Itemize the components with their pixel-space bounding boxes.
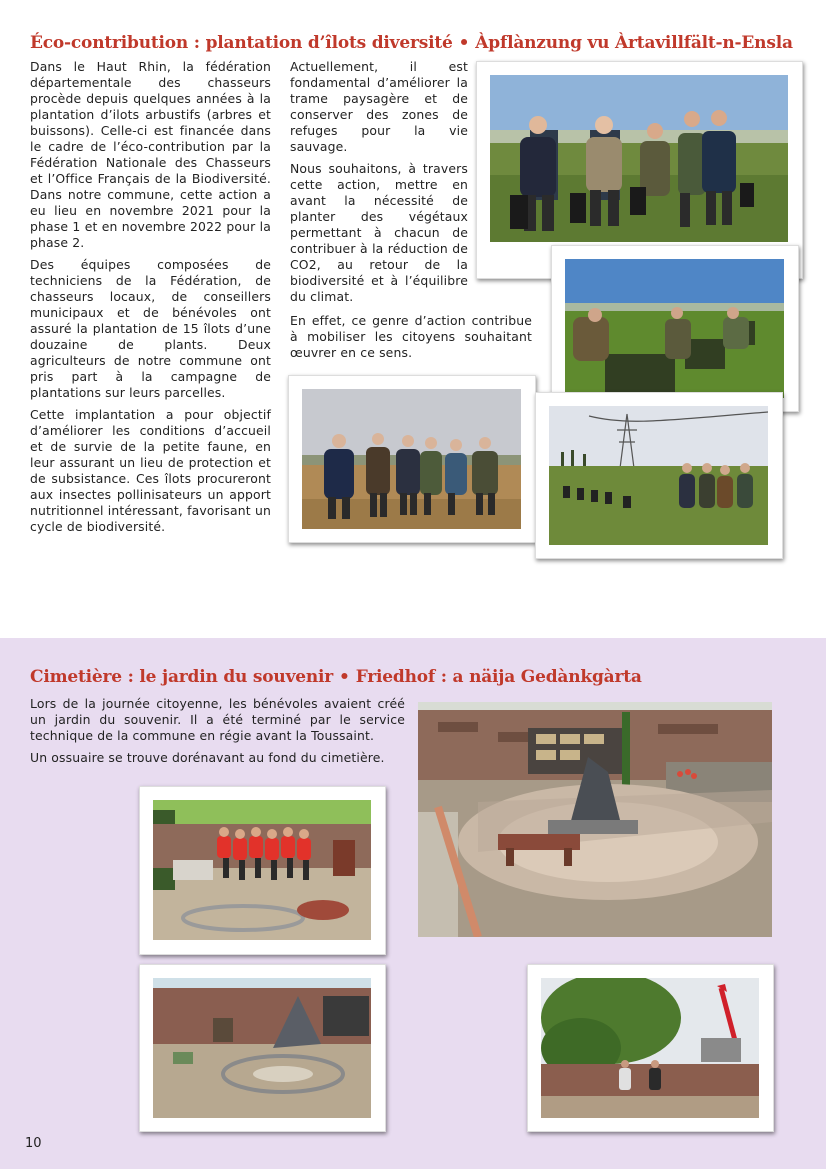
paragraph: Des équipes composées de techniciens de la Fédération, de chasseurs locaux, de conseillers municipaux et de bénévoles ont assuré la plantation de 15 îlots d’une douzaine de plants. Deux agriculteurs de notre commune ont pris part à la campagne de plantations sur leurs parcelles. — [30, 257, 271, 400]
column-middle — [290, 59, 468, 311]
paragraph: Dans le Haut Rhin, la fédération départementale des chasseurs procède depuis quelques années à la plantation d’ilots arbustifs (arbres et buissons). Celle-ci est financée dans le cadre de l’éco-contribution par la Fédération Nationale des Chasseurs et l’Office Français de la Biodiversité. Dans notre commune, cette action a eu lieu en novembre 2021 pour la phase 1 et en novembre 2022 pour la phase 2. — [30, 59, 271, 250]
section-title-cimetiere — [30, 667, 642, 687]
photo-field-pylon — [535, 392, 783, 559]
title-alsatian: Àpflànzung vu Àrtavillfält-n-Ensla — [475, 33, 793, 53]
cimetiere-text — [30, 696, 405, 772]
title-alsatian: Friedhof : a näija Gedànkgàrta — [355, 667, 642, 687]
photo-crane-workers — [527, 964, 774, 1132]
photo-ossuary-construction — [139, 964, 386, 1132]
title-separator: • — [339, 667, 350, 687]
paragraph: Lors de la journée citoyenne, les bénévoles avaient créé un jardin du souvenir. Il a été terminé par le service technique de la commune en régie avant la Toussaint. — [30, 696, 405, 743]
paragraph: Actuellement, il est fondamental d’améliorer la trame paysagère et de conserver des zones de refuges pour la vie sauvage. — [290, 59, 468, 154]
column-left — [30, 59, 271, 541]
paragraph: Nous souhaitons, à travers cette action, mettre en avant la nécessité de planter des végétaux permettant à chacun de contribuer à la réduction de CO2, au retour de la biodiversité et à l’équilibre du climat. — [290, 161, 468, 304]
photo-planting — [551, 245, 799, 412]
photo-memorial-garden — [418, 702, 772, 937]
photo-volunteers-red — [139, 786, 386, 955]
paragraph: Cette implantation a pour objectif d’améliorer les conditions d’accueil et de survie de la petite faune, en leur assurant un lieu de protection et de subsistance. Ces îlots procureront aux insectes pollinisateurs un apport nutritionnel intéressant, favorisant un cycle de biodiversité. — [30, 407, 271, 534]
section-title-eco-contribution — [30, 33, 793, 53]
page-number: 10 — [25, 1136, 42, 1151]
photo-team-group — [288, 375, 536, 543]
paragraph: En effet, ce genre d’action contribue à mobiliser les citoyens souhaitant œuvrer en ce sens. — [290, 313, 532, 360]
title-separator: • — [458, 33, 470, 53]
title-fr: Cimetière : le jardin du souvenir — [30, 667, 334, 687]
paragraph: Un ossuaire se trouve dorénavant au fond du cimetière. — [30, 750, 385, 765]
title-fr: Éco-contribution : plantation d’îlots diversité — [30, 33, 453, 53]
column-middle-continued — [290, 313, 532, 367]
